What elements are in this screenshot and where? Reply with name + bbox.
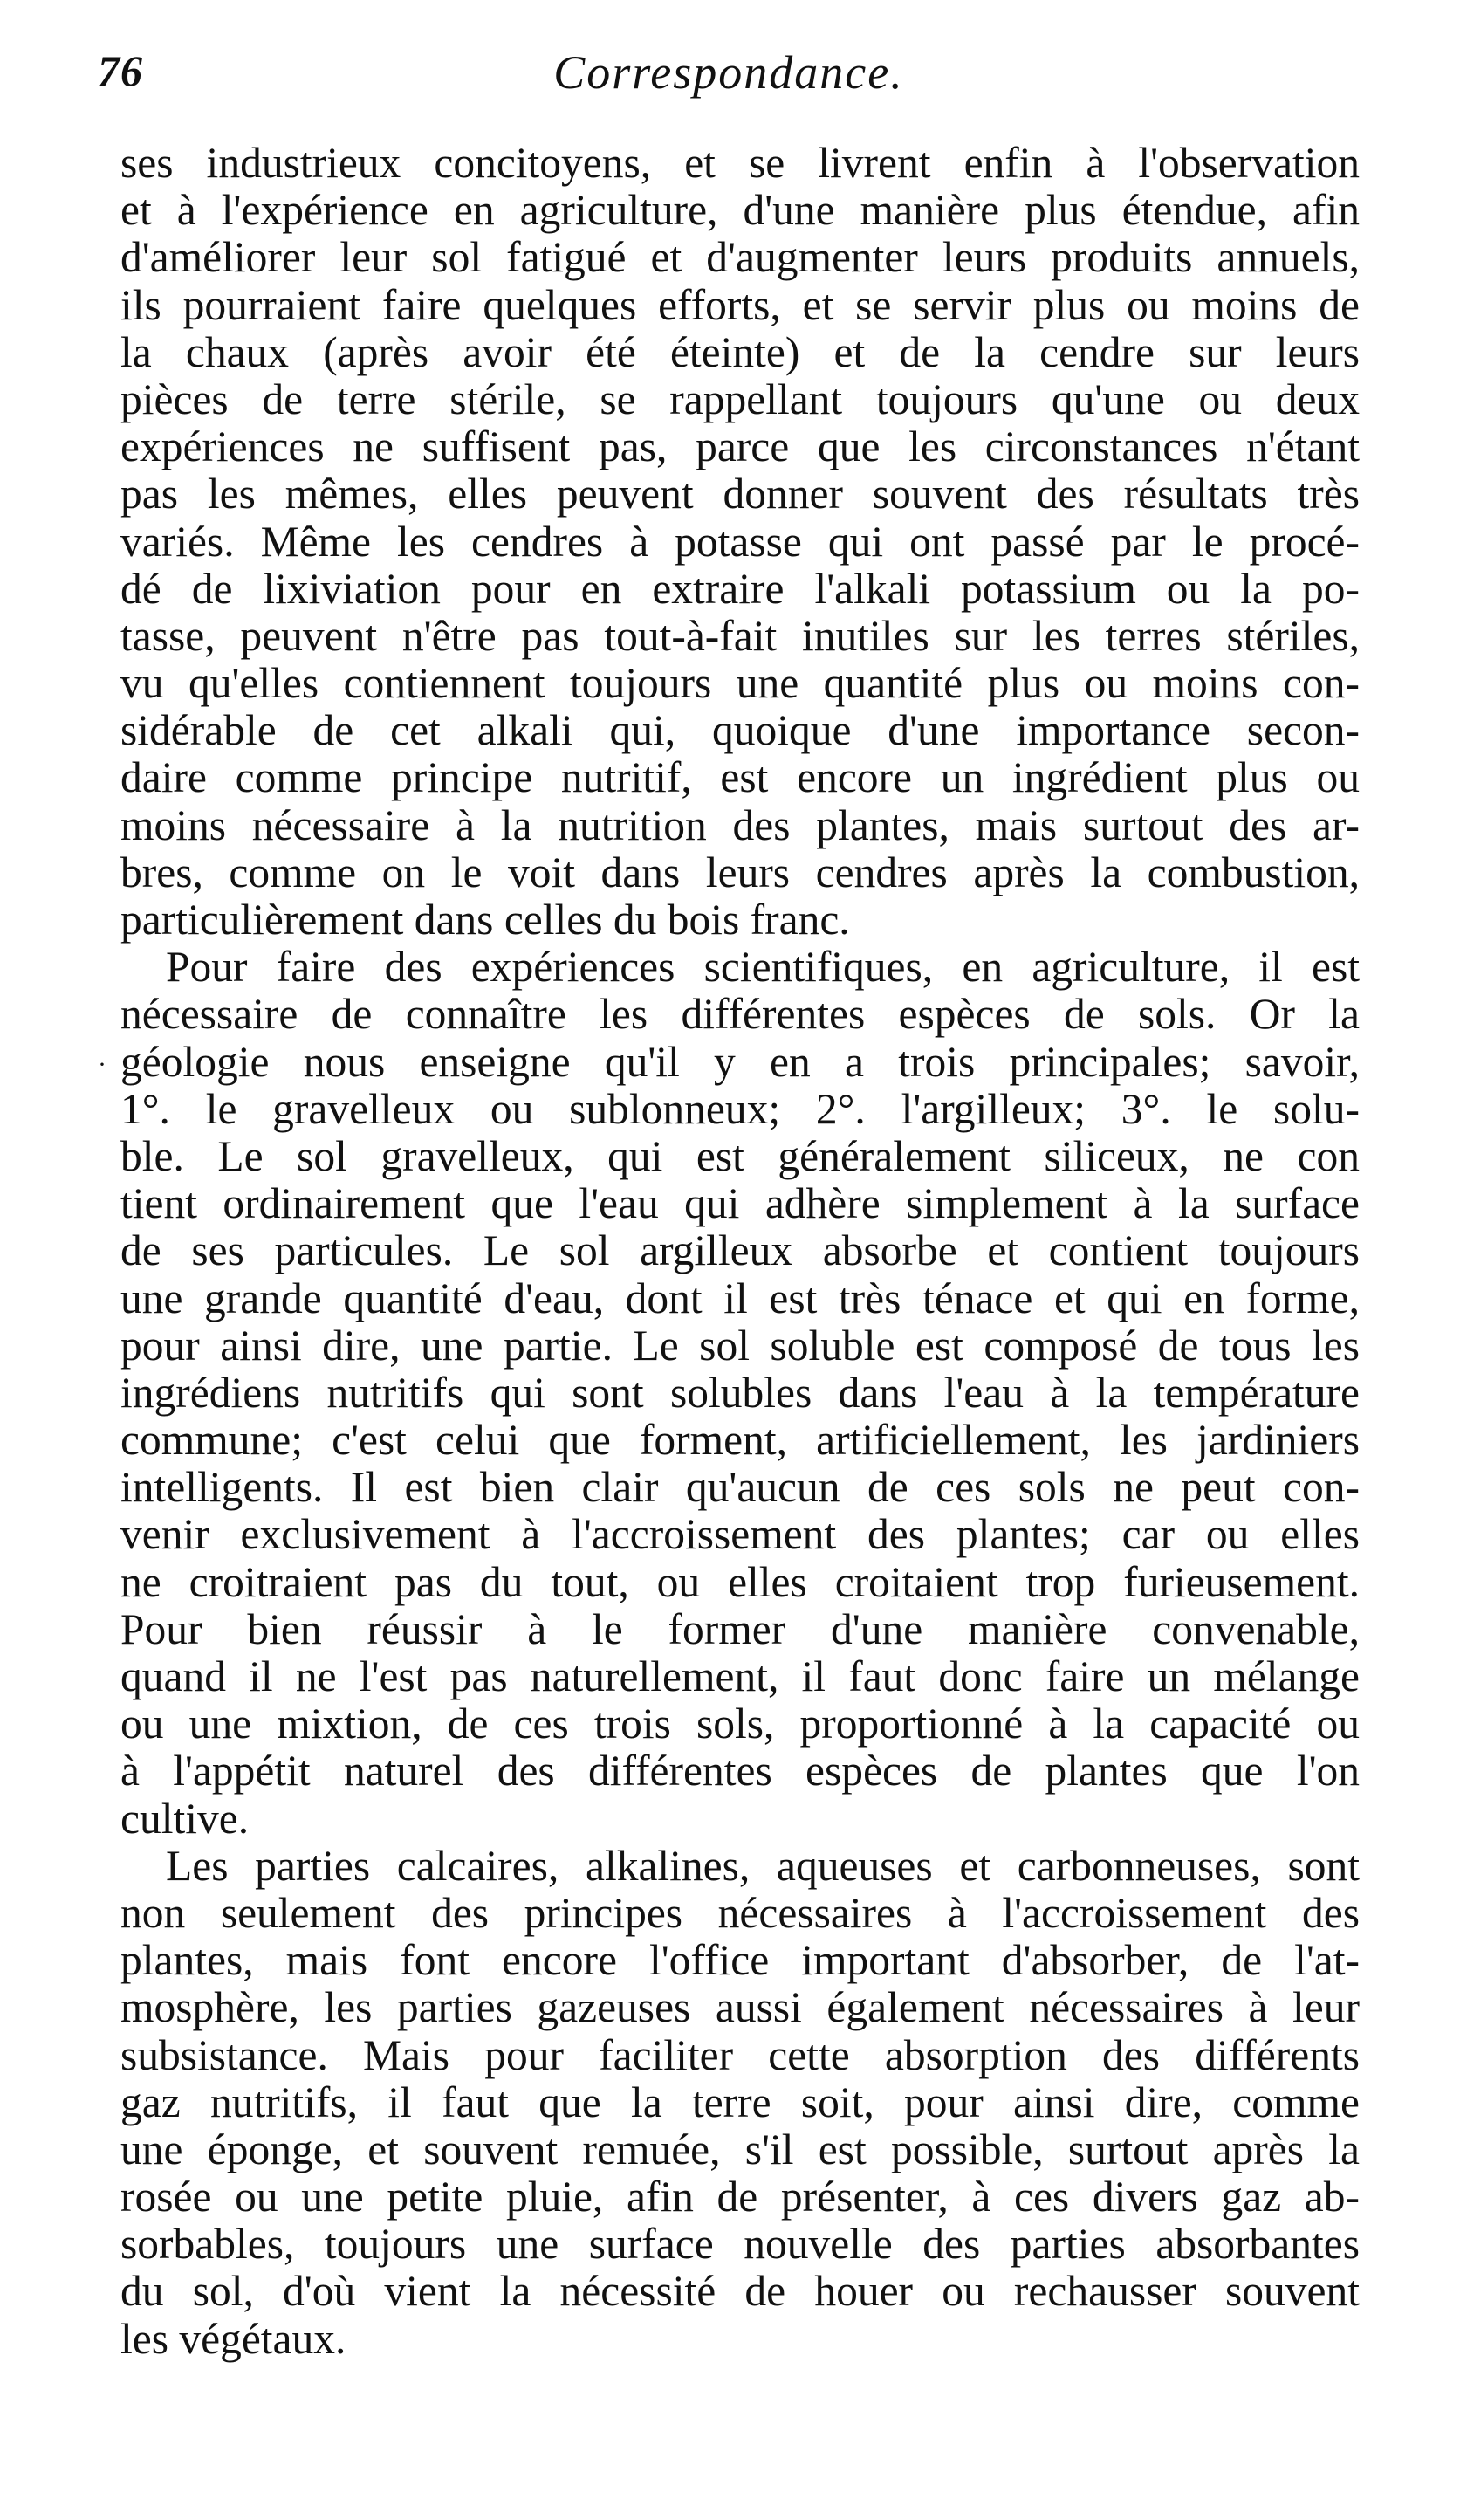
text-line: ses industrieux concitoyens, et se livrent enfin à l'observation	[120, 139, 1360, 187]
text-line: vu qu'elles contiennent toujours une quantité plus ou moins con-	[120, 659, 1360, 708]
text-line: Pour bien réussir à le former d'une manière convenable,	[120, 1604, 1360, 1653]
text-line: daire comme principe nutritif, est encore un ingrédient plus ou	[120, 753, 1360, 802]
text-line: moins nécessaire à la nutrition des plantes, mais surtout des ar-	[120, 800, 1360, 849]
text-line: géologie nous enseigne qu'il y en a trois principales; savoir,	[120, 1037, 1360, 1086]
text-line: dé de lixiviation pour en extraire l'alkali potassium ou la po-	[120, 564, 1360, 613]
section-title: Correspondance.	[553, 46, 904, 99]
text-line: de ses particules. Le sol argilleux absorbe et contient toujours	[120, 1226, 1360, 1275]
margin-mark: ·	[98, 1050, 106, 1079]
body-text	[120, 140, 1360, 2363]
text-line: subsistance. Mais pour faciliter cette absorption des différents	[120, 2030, 1360, 2079]
text-line: ils pourraient faire quelques efforts, et se servir plus ou moins de	[120, 280, 1360, 329]
running-head	[87, 45, 1370, 115]
text-line: expériences ne suffisent pas, parce que les circonstances n'étant	[120, 422, 1360, 471]
text-line: 1°. le gravelleux ou sublonneux; 2°. l'argilleux; 3°. le solu-	[120, 1084, 1360, 1133]
text-line: du sol, d'où vient la nécessité de houer ou rechausser souvent	[120, 2267, 1360, 2316]
text-line: tasse, peuvent n'être pas tout-à-fait inutiles sur les terres stériles,	[120, 611, 1360, 660]
text-line: ou une mixtion, de ces trois sols, proportionné à la capacité ou	[120, 1699, 1360, 1748]
text-line: gaz nutritifs, il faut que la terre soit, pour ainsi dire, comme	[120, 2077, 1360, 2126]
text-line: cultive.	[120, 1794, 250, 1843]
text-line: ingrédiens nutritifs qui sont solubles dans l'eau à la température	[120, 1368, 1360, 1417]
text-line: une éponge, et souvent remuée, s'il est possible, surtout après la	[120, 2125, 1360, 2173]
text-line: tient ordinairement que l'eau qui adhère simplement à la surface	[120, 1179, 1360, 1228]
text-line: sorbables, toujours une surface nouvelle des parties absorbantes	[120, 2220, 1360, 2269]
text-line: nécessaire de connaître les différentes espèces de sols. Or la	[120, 990, 1360, 1039]
text-line: venir exclusivement à l'accroissement des plantes; car ou elles	[120, 1510, 1360, 1559]
text-line: plantes, mais font encore l'office important d'absorber, de l'at-	[120, 1936, 1360, 1985]
text-line: intelligents. Il est bien clair qu'aucun de ces sols ne peut con-	[120, 1463, 1360, 1512]
text-line: et à l'expérience en agriculture, d'une manière plus étendue, afin	[120, 186, 1360, 235]
text-line: variés. Même les cendres à potasse qui ont passé par le procé-	[120, 517, 1360, 566]
text-line: Les parties calcaires, alkalines, aqueuses et carbonneuses, sont	[166, 1841, 1360, 1890]
text-line: commune; c'est celui que forment, artificiellement, les jardiniers	[120, 1416, 1360, 1465]
text-line: mosphère, les parties gazeuses aussi également nécessaires à leur	[120, 1983, 1360, 2032]
text-line: la chaux (après avoir été éteinte) et de la cendre sur leurs	[120, 327, 1360, 376]
text-line: rosée ou une petite pluie, afin de présenter, à ces divers gaz ab-	[120, 2173, 1360, 2221]
text-line: une grande quantité d'eau, dont il est très ténace et qui en forme,	[120, 1274, 1360, 1322]
text-line: d'améliorer leur sol fatigué et d'augmenter leurs produits annuels,	[120, 233, 1360, 282]
text-line: les végétaux.	[120, 2314, 346, 2363]
text-line: particulièrement dans celles du bois franc.	[120, 896, 850, 944]
text-line: ne croitraient pas du tout, ou elles croitaient trop furieusement.	[120, 1557, 1360, 1606]
text-line: bres, comme on le voit dans leurs cendres après la combustion,	[120, 848, 1360, 896]
text-line: pour ainsi dire, une partie. Le sol soluble est composé de tous les	[120, 1321, 1360, 1370]
text-line: à l'appétit naturel des différentes espèces de plantes que l'on	[120, 1747, 1360, 1796]
text-line: sidérable de cet alkali qui, quoique d'une importance secon-	[120, 706, 1360, 755]
page-number: 76	[98, 46, 143, 95]
text-line: pas les mêmes, elles peuvent donner souvent des résultats très	[120, 470, 1360, 518]
text-line: quand il ne l'est pas naturellement, il faut donc faire un mélange	[120, 1652, 1360, 1700]
text-line: pièces de terre stérile, se rappellant toujours qu'une ou deux	[120, 374, 1360, 423]
text-line: ble. Le sol gravelleux, qui est généralement siliceux, ne con	[120, 1131, 1360, 1180]
text-line: non seulement des principes nécessaires à l'accroissement des	[120, 1888, 1360, 1937]
text-line: Pour faire des expériences scientifiques, en agriculture, il est	[166, 943, 1360, 992]
